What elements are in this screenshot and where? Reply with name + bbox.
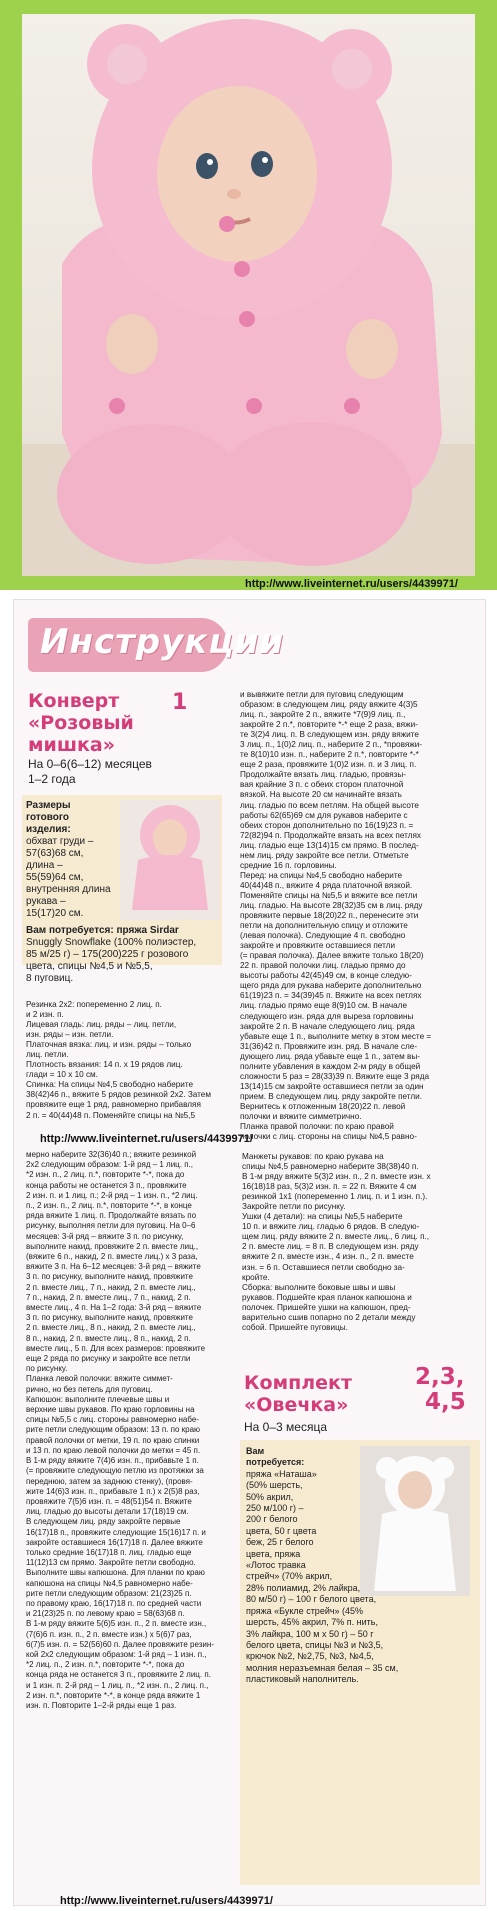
col-b-line: Поменяйте спицы на №5,5 и вяжите все петли [240, 890, 418, 900]
col-c-line: закройте оставшиеся 16(17)18 п. Далее вяжите [26, 1537, 203, 1547]
col-c-line: 11(12)13 см прямо. Закройте петли свободно. [26, 1558, 196, 1568]
col-c-line: 2х2 следующим образом: 1-й ряд – 1 лиц. п., [26, 1160, 193, 1170]
col-c-line: и 1 изн. п. 2-й ряд – 1 лиц. п., *2 изн. п., 2 лиц. п., [26, 1680, 209, 1690]
col-c-line: провяжите 7(5)6 изн. п. = 48(51)54 п. Вяжите [26, 1496, 192, 1506]
col-c-line: вместе лиц., 5 п. Для всех размеров: провяжите [26, 1343, 206, 1353]
col-d-line: 2 п. вместе лиц. = 8 п. В следующем изн. ряду [242, 1242, 419, 1252]
col-c-line: жите 14(6)3 изн. п., прибавьте 1 п.) х 2(5)8 раз, [26, 1486, 200, 1496]
col-a-line: лиц. петли. [26, 1050, 69, 1060]
col-a-line: Платочная вязка: лиц. и изн. ряды – только [26, 1040, 192, 1050]
project2-number-line: 4,5 [425, 1389, 466, 1415]
col-a-line: Резинка 2х2: попеременно 2 лиц. п. [26, 1000, 162, 1009]
col-b-line: работы 62(65)69 см для рукавов наберите с [240, 810, 408, 820]
col-d-line: 10 п. и вяжите лиц. гладью 6 рядов. В следую- [242, 1222, 420, 1232]
column-a-text [26, 1000, 221, 1121]
col-c-line: рите петли следующим образом: 21(23)25 п. [26, 1588, 192, 1598]
p2-materials-line: 250 м/100 г) – [246, 1503, 304, 1514]
col-c-line: спицы №5,5 с лиц. стороны равномерно набе- [26, 1415, 199, 1425]
col-c-line: 2 п. вместе лиц., 8 п., накид, 2 п. вместе лиц., [26, 1323, 196, 1333]
col-b-line: нем лиц. ряду закройте все петли. Отметьте [240, 850, 409, 860]
project2-title-line: Комплект [244, 1372, 352, 1394]
col-c-line: по правому краю, 16(17)18 п. по средней части [26, 1598, 202, 1608]
sizes-line: 15(17)20 см. [26, 908, 84, 919]
col-d-line: вяжите 2 п. вместе изн., 4 изн. п., 2 п. вместе [242, 1252, 414, 1262]
col-c-line: месяцев: 3-й ряд – вяжите 3 п. по рисунку, [26, 1231, 184, 1241]
col-d-line: Ушки (4 детали): на спицы №5,5 наберите [242, 1212, 403, 1222]
col-b-line: дующего лиц. ряда убавьте еще 1 п., затем вы- [240, 1051, 420, 1061]
sizes-heading-line: готового [26, 812, 70, 823]
col-c-line: вместе лиц., 4 п. На 1–2 года: 3-й ряд – вяжите [26, 1303, 202, 1313]
col-c-line: В 1-м ряду вяжите 7(4)6 изн. п., прибавьте 1 п. [26, 1456, 199, 1466]
col-a-line: изн. ряды – изн. петли. [26, 1030, 114, 1040]
materials-line: цвета, спицы №4,5 и №5,5, [26, 961, 153, 972]
col-c-line: 3 п. по рисунку, выполните накид, провяжите [26, 1313, 193, 1323]
p2-materials-line: цвета, 50 г цвета [246, 1525, 317, 1536]
col-b-line: лиц. п., закройте 2 п., вяжите *7(9)9 лиц. п., [240, 710, 406, 720]
col-b-line: 13(14)15 см закройте оставшиеся петли за один [240, 1081, 424, 1091]
col-d-line: полочек. Пришейте ушки на капюшон, пред- [242, 1302, 411, 1312]
product-photo [22, 14, 475, 576]
col-b-line: еще 2 раза, провяжите 1(0)2 изн. п. и 3 лиц. п. [240, 760, 417, 770]
col-b-line: полочки с лиц. стороны на спицы №4,5 равно- [240, 1132, 417, 1142]
col-c-line: конца ряда не останется 3 п., провяжите 2 лиц. п. [26, 1670, 211, 1680]
col-a-line: 38(42)46 п., вяжите 5 рядов резинкой 2х2. Затем [26, 1090, 211, 1100]
col-d-line: спицы №4,5 равномерно наберите 38(38)40 п. [242, 1162, 419, 1172]
col-a-line: глади = 10 х 10 см. [26, 1070, 98, 1080]
col-d-line: рукавов. Подшейте края планок капюшона и [242, 1292, 412, 1302]
col-a-line: 2 п. = 40(44)48 п. Поменяйте спицы на №5,5 [26, 1110, 195, 1120]
col-d-line: Сборка: выполните боковые швы и швы [242, 1282, 396, 1292]
project2-materials [246, 1446, 474, 1686]
col-c-line: 6(7)5 изн. п. = 52(56)60 п. Далее провяжите резин- [26, 1639, 214, 1649]
watermark-url-top[interactable]: http://www.liveinternet.ru/users/4439971/ [245, 578, 458, 590]
col-b-line: образом: в следующем лиц. ряду вяжите 4(3)5 [240, 700, 418, 710]
p2-materials-line: беж, 25 г белого [246, 1537, 314, 1548]
col-b-line: 22 п. правой полочки лиц. гладью прямо до [240, 961, 406, 971]
col-c-line: конца работы не останется 3 п., провяжите [26, 1180, 187, 1190]
col-b-line: высоты работы 42(45)49 см, в конце следую- [240, 971, 412, 981]
col-b-line: прием. В следующем лиц. ряду закройте петли. [240, 1091, 422, 1101]
page-header-title: Инструкции [40, 622, 285, 662]
materials-line: 85 м/25 г) – 175(200)225 г розового [26, 949, 189, 960]
col-b-line: 31(36)42 п. Провяжите изн. ряд. В начале сле- [240, 1041, 418, 1051]
p2-materials-line: цвета, пряжа [246, 1548, 301, 1559]
col-c-line: 7 п., накид, 2 п. вместе лиц., 7 п., накид, 2 п. [26, 1292, 191, 1302]
col-a-line: Спинка: На спицы №4,5 свободно наберите [26, 1080, 194, 1090]
project1-age-line: На 0–6(6–12) месяцев [28, 757, 152, 771]
col-c-line: 2 изн. п.*, повторите *-*, в конце ряда вяжите 1 [26, 1690, 201, 1700]
col-c-line: капюшона на спицы №4,5 равномерно набе- [26, 1578, 193, 1588]
col-c-line: Выполните швы капюшона. Для планки по краю [26, 1568, 205, 1578]
col-b-line: и вывяжите петли для пуговиц следующим [240, 690, 404, 699]
col-b-line: лиц. гладью по всем петлям. На общей высоте [240, 800, 419, 810]
col-c-line: изн. п. Повторите 1–2-й ряды еще 1 раз. [26, 1700, 177, 1710]
col-c-line: только средние 16(17)18 п. лиц. гладью еще [26, 1547, 192, 1557]
col-c-line: лиц. гладью до высоты детали 17(18)19 см. [26, 1507, 189, 1517]
col-c-line: Капюшон: выполните плечевые швы и [26, 1394, 170, 1404]
p2-materials-line: 80 м/50 г) – 100 г белого цвета, [246, 1594, 377, 1605]
col-b-line: щего ряда для рукава наберите дополнительно [240, 981, 422, 991]
col-d-line: щем лиц. ряду вяжите 2 п. вместе лиц., 6 лиц. п., [242, 1232, 430, 1242]
col-c-line: рично, но без петель для пуговиц. [26, 1384, 153, 1394]
col-c-line: по рисунку. [26, 1364, 68, 1374]
col-d-line: В 1-м ряду вяжите 5(3)2 изн. п., 2 п. вместе изн. х [242, 1172, 431, 1182]
sizes-line: обхват груди – [26, 836, 94, 847]
col-c-line: кой 2х2 следующим образом: 1-й ряд – 1 изн. п., [26, 1649, 207, 1659]
col-a-line: Плотность вязания: 14 п. х 19 рядов лиц. [26, 1060, 183, 1070]
col-b-line: 61(19)23 п. = 34(39)45 п. Вяжите на всех петлях [240, 991, 422, 1001]
col-d-line: собой. Пришейте пуговицы. [242, 1322, 348, 1332]
p2-materials-line: 28% полиамид, 2% лайкра, [246, 1582, 361, 1593]
col-c-line: 16(17)18 п., провяжите следующие 15(16)17 п. и [26, 1527, 206, 1537]
col-d-line: Закройте петли по рисунку. [242, 1202, 346, 1212]
col-b-line: те 3(2)4 лиц. п. В следующем изн. ряду вяжите [240, 730, 419, 740]
col-c-line: *2 изн. п., 2 лиц. п.*, повторите *-*, пока до [26, 1170, 185, 1180]
p2-materials-line: (50% шерсть, [246, 1480, 303, 1491]
project1-number: 1 [172, 690, 188, 715]
col-b-line: 72(82)94 п. Продолжайте вязать на всех петлях [240, 830, 422, 840]
col-c-line: ряда вяжите 1 лиц. п. Продолжайте вязать по [26, 1211, 197, 1221]
watermark-url-bottom[interactable]: http://www.liveinternet.ru/users/4439971/ [60, 1895, 273, 1907]
project1-title-line: «Розовый [28, 712, 134, 734]
project1-title [28, 690, 134, 756]
col-b-line: убавьте еще 1 п., выполните метку в этом месте = [240, 1031, 432, 1041]
col-b-line: вая крайние 3 п. с обеих сторон платочной [240, 780, 404, 790]
column-d-text [242, 1152, 477, 1333]
col-b-line: закройте 2 п.*, повторите *-* еще 2 раза, вяжи- [240, 720, 418, 730]
col-c-line: *2 лиц. п., 2 изн. п.*, повторите *-*, пока до [26, 1660, 185, 1670]
col-b-line: те 8(10)10 изн. п., наберите 2 п.*, повторите *-* [240, 750, 419, 760]
col-b-line: закройте 2 п. В начале следующего лиц. ряда [240, 1021, 415, 1031]
col-b-line: Вернитесь к отложенным 18(20)22 п. левой [240, 1101, 406, 1111]
col-d-line: варительно сшив попарно по 2 детали между [242, 1312, 416, 1322]
materials-line: Вам потребуется: пряжа Sirdar [26, 925, 179, 936]
sizes-line: 55(59)64 см, [26, 872, 84, 883]
col-b-line: (левая полочка). Следующие 4 п. свободно [240, 931, 406, 941]
col-b-line: 3 лиц. п., 1(0)2 лиц. п., наберите 2 п., *провяжи- [240, 740, 423, 750]
col-d-line: кройте. [242, 1272, 270, 1282]
p2-materials-line: пряжа «Букле стрейч» (45% [246, 1605, 364, 1616]
p2-materials-line: пряжа «Наташа» [246, 1468, 317, 1479]
sizes-line: рукава – [26, 896, 66, 907]
p2-materials-line: 3% лайкра, 100 м х 50 г) – 50 г [246, 1628, 374, 1639]
column-b-text [240, 690, 475, 1142]
col-d-line: 16(18)18 раз, 5(3)2 изн. п. = 22 п. Вяжите 4 см [242, 1182, 417, 1192]
col-b-line: провяжите первые 18(20)22 п., перенесите эти [240, 911, 419, 921]
col-c-line: мерно наберите 32(36)40 п.; вяжите резинкой [26, 1150, 197, 1159]
p2-materials-line: белого цвета, спицы №3 и №3,5, [246, 1639, 384, 1650]
col-b-line: Продолжайте вязать лиц. гладью, провязы- [240, 770, 406, 780]
p2-materials-line: «Лотос травка [246, 1560, 306, 1571]
col-b-line: полочки и вяжите симметрично. [240, 1111, 362, 1121]
col-c-line: и 13 п. по краю левой полочки до метки = 45 п. [26, 1445, 201, 1455]
col-b-line: следующего изн. ряда для выреза горловины [240, 1011, 414, 1021]
project2-age: На 0–3 месяца [244, 1420, 327, 1434]
project1-age [28, 757, 152, 787]
col-c-line: п., 2 изн. п., 2 лиц. п.*, повторите *-*, в конце [26, 1201, 192, 1211]
col-a-line: провяжите еще 1 ряд, равномерно прибавляя [26, 1100, 201, 1110]
col-b-line: петли на дополнительную спицу и отложите [240, 921, 408, 931]
col-c-line: переднюю, затем за заднюю стенку), (провя- [26, 1476, 193, 1486]
col-c-line: (вяжите 6 п., накид, 2 п. вместе лиц.) х 3 раза, [26, 1252, 198, 1262]
col-b-line: Планка правой полочки: по краю правой [240, 1122, 394, 1132]
project1-age-line: 1–2 года [28, 772, 76, 786]
column-c-text [26, 1150, 226, 1711]
project1-title-line: мишка» [28, 734, 116, 756]
col-b-line: Перед: на спицы №4,5 свободно наберите [240, 870, 403, 880]
col-c-line: 2 изн. п. и 1 лиц. п.; 2-й ряд – 1 изн. п., *2 лиц. [26, 1190, 198, 1200]
materials-text [26, 925, 196, 985]
sizes-heading-line: Размеры [26, 800, 71, 811]
col-c-line: выполните накид, провяжите 2 п. вместе лиц., [26, 1241, 199, 1251]
col-d-line: резинкой 1х1 (попеременно 1 лиц. п. и 1 изн. п.). [242, 1192, 428, 1202]
project2-numbers [415, 1365, 466, 1415]
p2-materials-line: шерсть, 45% акрил, 7% п. нить, [246, 1617, 378, 1628]
p2-materials-line: молния неразъемная белая – 35 см, [246, 1662, 399, 1673]
p2-materials-line: Вам [246, 1446, 265, 1456]
sizes-line: внутренняя длина [26, 884, 111, 895]
col-c-line: рите петли следующим образом: 13 п. по краю [26, 1425, 201, 1435]
col-b-line: лиц. гладью еще 13(14)15 см прямо. В послед- [240, 840, 419, 850]
col-c-line: и 21(23)25 п. по левому краю = 58(63)68 п. [26, 1609, 185, 1619]
col-b-line: средние 16 п. горловины. [240, 860, 337, 870]
col-a-line: и 2 изн. п. [26, 1010, 64, 1020]
p2-materials-line: потребуется: [246, 1457, 305, 1468]
baby-in-pink-suit-illustration [22, 14, 475, 576]
col-c-line: 8 п., накид, 2 п. вместе лиц., 8 п., накид, 2 п. [26, 1333, 191, 1343]
col-b-line: (= правая полочка). Далее вяжите только 18(20) [240, 951, 424, 961]
col-c-line: (= провяжите следующую петлю из протяжки за [26, 1466, 204, 1476]
p2-materials-line: крючок №2, №2,75, №3, №4,5, [246, 1651, 374, 1662]
project1-title-line: Конверт [28, 690, 120, 712]
col-c-line: Планка левой полочки: вяжите симмет- [26, 1374, 173, 1384]
col-c-line: верхние швы рукавов. По краю горловины на [26, 1405, 195, 1415]
col-b-line: закройте и провяжите оставшиеся петли [240, 941, 396, 951]
col-d-line: изн. = 6 п. Оставшиеся петли свободно за- [242, 1262, 405, 1272]
col-c-line: В следующем лиц. ряду закройте первые [26, 1517, 181, 1527]
baby-thumbnail-illustration [120, 800, 220, 920]
col-b-line: лиц. гладью. На высоте 28(32)35 см в лиц. ряду [240, 900, 423, 910]
project2-number-line: 2,3, [415, 1364, 465, 1390]
col-b-line: вязкой. На высоте 20 см начинайте вязать [240, 790, 402, 800]
p2-materials-line: 50% акрил, [246, 1491, 294, 1502]
sizes-heading-line: изделия: [26, 824, 71, 835]
col-c-line: вяжите 3 п. На 6–12 месяцев: 3-й ряд – вяжите [26, 1262, 201, 1272]
col-b-line: лиц. гладью прямо еще 8(9)10 см. В начале [240, 1001, 407, 1011]
p2-materials-line: стрейч» (70% акрил, [246, 1571, 333, 1582]
sizes-line: 57(63)68 см, [26, 848, 84, 859]
col-c-line: 3 п. по рисунку, выполните накид, провяжите [26, 1272, 193, 1282]
col-b-line: полните убавления в каждом 2-м ряду в общей [240, 1061, 421, 1071]
col-c-line: рисунку, выполняя петли для пуговиц. На 0–6 [26, 1221, 196, 1231]
col-b-line: сложности 5 раз = 28(33)39 п. Вяжите еще 3 ряда [240, 1071, 430, 1081]
p2-materials-line: пластиковый наполнитель. [246, 1674, 359, 1685]
watermark-url-middle[interactable]: http://www.liveinternet.ru/users/4439971/ [40, 1133, 253, 1145]
col-d-line: Манжеты рукавов: по краю рукава на [242, 1152, 384, 1161]
sizes-line: длина – [26, 860, 63, 871]
p2-materials-line: 200 г белого [246, 1514, 298, 1525]
sizes-text [26, 800, 111, 920]
project2-title [244, 1372, 352, 1416]
col-c-line: правой полочки от метки, 19 п. по краю спинки [26, 1435, 200, 1445]
materials-line: 8 пуговиц. [26, 973, 74, 984]
col-c-line: В 1-м ряду вяжите 5(6)5 изн. п., 2 п. вместе изн., [26, 1619, 207, 1629]
col-b-line: 40(44)48 п., вяжите 4 ряда платочной вязкой. [240, 880, 413, 890]
materials-line: Snuggly Snowflake (100% полиэстер, [26, 937, 197, 948]
project2-title-line: «Овечка» [244, 1394, 349, 1416]
col-c-line: 2 п. вместе лиц., 7 п., накид, 2 п. вместе лиц., [26, 1282, 196, 1292]
col-b-line: обеих сторон дополнительно по 16(19)23 п. = [240, 820, 414, 830]
col-c-line: еще 2 ряда по рисунку и закройте все петли [26, 1354, 191, 1364]
project1-thumbnail [120, 800, 220, 920]
col-a-line: Лицевая гладь: лиц. ряды – лиц. петли, [26, 1020, 177, 1030]
col-c-line: (7(6)6 п. изн. п., 2 п. вместе изн.) х 5(6)7 раз, [26, 1629, 192, 1639]
